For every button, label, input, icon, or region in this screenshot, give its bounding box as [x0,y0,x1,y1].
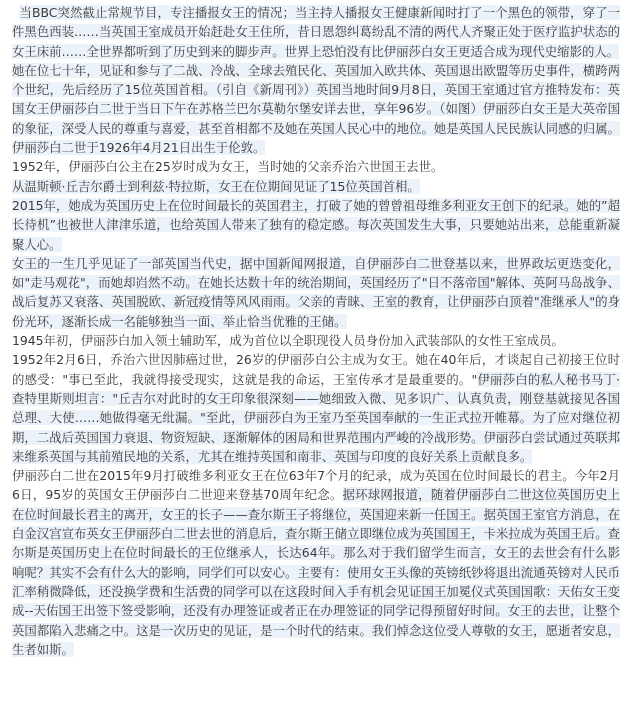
paragraph-2015-record [12,196,620,254]
paragraph-bbc-coverage [12,3,620,61]
text-segment: 女王的一生几乎见证了一部英国当代史，据中国新闻网报道，自伊丽莎白二世登基以来，世界政坛更迭变化，如"走马观花"，而她却岿然不动。在她长达数十年的统治期间，英国经历了"日不落帝国"解体、英阿马岛战争、战后复苏又衰落、英国脱欧、新冠疫情等风风雨雨。父亲的青睐、王室的教育，让伊丽莎白顶着"准继承人"的身份光环，逐渐长成一名能够独当一面、举止恰当优雅的王储。 [12,255,620,329]
text-segment: 2015年，她成为英国历史上在位时间最长的英国君主，打破了她的曾曾祖母维多利亚女王创下的纪录。她的”超长待机”也被世人津津乐道，也给英国人带来了独有的稳定感。每次英国发生大事，只要她站出来，总能重新凝聚人心。 [12,197,620,252]
paragraph-prime-ministers [12,177,620,196]
paragraph-1952-reflection [12,350,620,466]
paragraph-reign-overview [12,61,620,157]
paragraph-modern-history [12,254,620,331]
text-segment: 1945年初，伊丽莎白加入领土辅助军，成为首位以全职现役人员身份加入武装部队的女性王室成员。 [12,333,564,349]
text-segment: 当BBC突然截止常规节目，专注播报女王的情况；当主持人播报女王健康新闻时打了一个黑色的领带，穿了一件黑色西装……当英国王室成员开始赶赴女王住所，昔日恩怨纠葛纷乱不清的两代人齐聚正处于医疗监护状态的女王床前……全世界都听到了历史到来的脚步声。世界上恐怕没有比伊丽莎白女王更适合成为现代史缩影的人。 [12,5,620,59]
paragraph-succession [12,466,620,659]
text-segment: 据环球网报道，随着伊丽莎白二世这位英国历史上在位时间最长君主的离开，女王的长子——查尔斯王子将继位，英国迎来新一任国王。据英国王室官方消息，在白金汉宫宣布英女王伊丽莎白二世去世的消息后，查尔斯王储立即继位成为英国国王，卡米拉成为英国王后。查尔斯是英国历史上在位时间最长的王位继承人，长达64年。那么对于我们留学生而言，女王的去世会有什么影响呢？其实不会有什么大的影响，同学们可以安心。主要有：使用女王头像的英镑纸钞将退出流通英镑对人民币汇率稍微降低，还没换学费和生活费的同学可以在这段时间入手有机会见证国王加冕仪式英国国歌：天佑女王变成--天佑国王出签下签受影响，还没有办理签证或者正在办理签证的同学记得预留好时间。女王的去世，让整个英国都陷入悲痛之中。这是一次历史的见证，是一个时代的结束。我们悼念这位受人尊敬的女王，愿逝者安息，生者如斯。 [12,487,621,657]
text-segment: 她在位七十年，见证和参与了二战、冷战、全球去殖民化、英国加入欧共体、英国退出欧盟等历史事件，横跨两个世纪，先后经历了15位英国首相。（引自《新周刊》）英国当地时间9月8日，英国王室通过官方推特发布：英国女王伊丽莎白二世于当日下午在苏格兰巴尔莫勒尔堡安详去世，享年96岁。（如图）伊丽莎白女王是大英帝国的象征，深受人民的尊重与喜爱，甚至首相都不及她在英国人民心中的地位。她是英国人民民族认同感的归属。伊丽莎白二世于1926年4月21日出生于伦敦。 [12,62,620,156]
paragraph-1952-accession [12,157,620,176]
text-segment: 伊丽莎白二世在2015年9月打破维多利亚女王在位63年7个月的纪录，成为英国在位时间最长的君主。今年2月6日，95岁的英国女王伊丽莎白二世迎来登基70周年纪念。 [12,468,620,503]
text-segment: 1952年2月6日，乔治六世因肺癌过世，26岁的伊丽莎白公主成为女王。她在40年后，才谈起自己初接王位时的感受："事已至此，我就得接受现实，这就是我的命运，王室传承才是最重要的。" [12,352,620,387]
text-segment: 1952年，伊丽莎白公主在25岁时成为女王，当时她的父亲乔治六世国王去世。 [12,159,444,175]
text-segment: 伊丽莎白的私人秘书马丁·查特里斯则坦言："丘吉尔对此时的女王印象很深刻——她细致入微、见多识广、认真负责，刚登基就接见各国总理、大使……她做得毫无纰漏。"至此，伊丽莎白为王室乃至英国奉献的一生正式拉开帷幕。为了应对继位初期，二战后英国国力衰退、物资短缺、逐渐解体的困局和世界范围内严峻的冷战形势。伊丽莎白尝试通过英联邦来维系英国与其前殖民地的关系，尤其在维持英国和南非、英国与印度的良好关系上贡献良多。 [12,371,620,464]
text-segment: 从温斯顿·丘吉尔爵士到利兹·特拉斯，女王在位期间见证了15位英国首相。 [12,178,420,194]
paragraph-1945-service [12,331,620,350]
